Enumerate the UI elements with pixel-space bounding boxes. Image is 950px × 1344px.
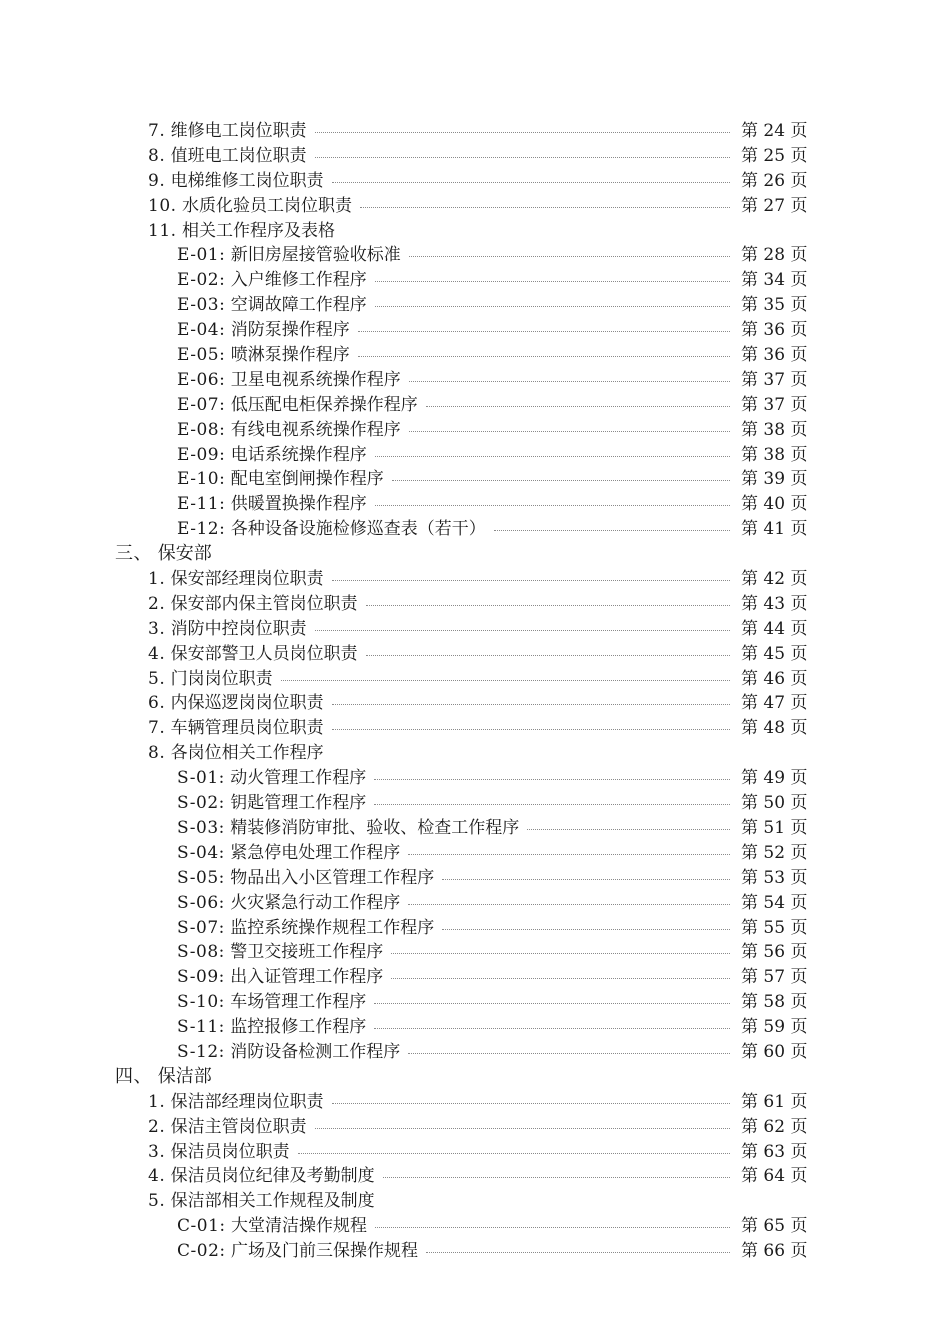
toc-entry-title: 消防中控岗位职责 — [170, 618, 307, 639]
toc-dot-leader — [374, 804, 730, 805]
toc-page-number: 第 64 页 — [741, 1166, 808, 1187]
toc-entry-label — [177, 1040, 406, 1065]
toc-dot-leader — [375, 1227, 730, 1228]
toc-entry-number: E-05: — [177, 345, 226, 366]
toc-entry-title: 配电室倒闸操作程序 — [230, 469, 384, 490]
toc-dot-leader — [332, 182, 730, 183]
toc-entry — [0, 617, 950, 642]
toc-entry-title: 喷淋泵操作程序 — [230, 345, 350, 366]
toc-entry-label — [148, 1115, 313, 1140]
toc-page-number: 第 24 页 — [741, 121, 808, 141]
toc-page-number: 第 48 页 — [741, 718, 808, 739]
toc-dot-leader — [375, 505, 730, 506]
toc-entry — [0, 343, 950, 368]
toc-entry — [0, 940, 950, 965]
toc-entry — [0, 990, 950, 1015]
toc-entry-title: 门岗岗位职责 — [170, 668, 273, 689]
toc-entry-label — [177, 243, 407, 268]
toc-page-number: 第 44 页 — [741, 618, 808, 639]
toc-entry-title: 消防泵操作程序 — [230, 320, 350, 341]
toc-entry-number: S-12: — [177, 1041, 225, 1062]
toc-page-number: 第 58 页 — [741, 992, 808, 1013]
toc-dot-leader — [408, 904, 730, 905]
toc-page-number: 第 37 页 — [741, 394, 808, 415]
toc-entry — [0, 816, 950, 841]
toc-dot-leader — [315, 132, 730, 133]
toc-entry — [0, 1140, 950, 1165]
toc-entry — [0, 791, 950, 816]
toc-entry-title: 入户维修工作程序 — [230, 270, 367, 291]
toc-entry-label — [177, 1239, 424, 1264]
toc-entry-label — [177, 1015, 372, 1040]
toc-dot-leader — [360, 207, 730, 208]
toc-entry-label — [148, 1164, 381, 1189]
toc-dot-leader — [374, 1003, 730, 1004]
toc-page-number: 第 56 页 — [741, 942, 808, 963]
toc-entry-label — [148, 169, 330, 194]
toc-entry — [0, 1189, 950, 1214]
toc-page-number: 第 63 页 — [741, 1141, 808, 1162]
toc-entry — [0, 418, 950, 443]
toc-entry-label — [177, 443, 373, 468]
toc-dot-leader — [383, 1177, 730, 1178]
toc-entry-number: 3. — [148, 618, 166, 639]
toc-dot-leader — [442, 879, 730, 880]
toc-entry — [0, 1115, 950, 1140]
toc-entry-title: 保洁主管岗位职责 — [170, 1116, 307, 1137]
toc-page-number: 第 57 页 — [741, 967, 808, 988]
toc-dot-leader — [527, 829, 730, 830]
toc-entry-label — [177, 866, 440, 891]
toc-entry — [0, 1015, 950, 1040]
toc-entry-label — [177, 841, 406, 866]
toc-entry-title: 出入证管理工作程序 — [230, 967, 384, 988]
toc-dot-leader — [375, 281, 730, 282]
toc-entry-title: 精装修消防审批、验收、检查工作程序 — [230, 817, 520, 838]
toc-entry-number: S-02: — [177, 793, 225, 814]
toc-entry — [0, 293, 950, 318]
toc-dot-leader — [409, 256, 730, 257]
toc-entry-label — [177, 368, 407, 393]
toc-entry-title: 紧急停电处理工作程序 — [230, 842, 401, 863]
toc-entry-label — [148, 194, 358, 219]
toc-entry — [0, 219, 950, 244]
toc-entry — [0, 1090, 950, 1115]
toc-page-number: 第 38 页 — [741, 444, 808, 465]
toc-entry — [0, 1040, 950, 1065]
toc-entry-label — [148, 691, 330, 716]
toc-dot-leader — [392, 480, 730, 481]
toc-entry — [0, 144, 950, 169]
toc-entry-label — [148, 144, 313, 169]
toc-entry — [0, 716, 950, 741]
toc-page-number: 第 60 页 — [741, 1041, 808, 1062]
toc-entry-label — [177, 318, 356, 343]
toc-entry-number: E-07: — [177, 394, 226, 415]
toc-entry-title: 维修电工岗位职责 — [170, 121, 307, 141]
toc-entry-number: E-12: — [177, 519, 226, 540]
toc-page-number: 第 45 页 — [741, 643, 808, 664]
toc-page-number: 第 66 页 — [741, 1241, 808, 1262]
toc-entry-number: 4. — [148, 1166, 166, 1187]
toc-entry-title: 新旧房屋接管验收标准 — [230, 245, 401, 266]
toc-page-number: 第 28 页 — [741, 245, 808, 266]
toc-entry-number: S-10: — [177, 992, 225, 1013]
toc-entry-number: C-01: — [177, 1216, 226, 1237]
toc-entry-label — [148, 716, 330, 741]
toc-entry-number: E-11: — [177, 494, 226, 515]
toc-entry-title: 电话系统操作程序 — [230, 444, 367, 465]
toc-entry-title: 各岗位相关工作程序 — [170, 743, 324, 764]
toc-page-number: 第 34 页 — [741, 270, 808, 291]
toc-dot-leader — [298, 1153, 730, 1154]
toc-entry-number: 1. — [148, 1091, 166, 1112]
toc-entry — [0, 194, 950, 219]
toc-entry-title: 低压配电柜保养操作程序 — [230, 394, 418, 415]
toc-page-number: 第 25 页 — [741, 145, 808, 166]
toc-entry-label — [148, 1140, 296, 1165]
toc-dot-leader — [409, 381, 730, 382]
toc-entry-label — [177, 990, 372, 1015]
toc-entry-number: 1. — [148, 569, 166, 590]
toc-entry-title: 火灾紧急行动工作程序 — [230, 892, 401, 913]
toc-entry-label — [177, 418, 407, 443]
toc-entry-title: 保洁员岗位职责 — [170, 1141, 290, 1162]
toc-entry-title: 保安部警卫人员岗位职责 — [170, 643, 358, 664]
toc-entry — [0, 443, 950, 468]
toc-entry-label — [148, 567, 330, 592]
toc-entry-title: 空调故障工作程序 — [230, 295, 367, 316]
toc-dot-leader — [315, 630, 730, 631]
toc-page-number: 第 47 页 — [741, 693, 808, 714]
toc-entry-label — [177, 293, 373, 318]
toc-entry-label — [148, 1189, 381, 1214]
toc-page-number: 第 40 页 — [741, 494, 808, 515]
toc-entry — [0, 268, 950, 293]
toc-entry-number: E-04: — [177, 320, 226, 341]
toc-entry-number: E-01: — [177, 245, 226, 266]
toc-entry — [0, 169, 950, 194]
toc-entry-title: 保安部内保主管岗位职责 — [170, 593, 358, 614]
toc-entry-label — [148, 741, 330, 766]
toc-dot-leader — [366, 605, 730, 606]
toc-entry — [0, 691, 950, 716]
toc-dot-leader — [391, 953, 730, 954]
toc-section-heading — [0, 542, 950, 567]
toc-entry-title: 有线电视系统操作程序 — [230, 419, 401, 440]
toc-entry-number: S-03: — [177, 817, 225, 838]
toc-dot-leader — [442, 929, 730, 930]
toc-entry-title: 保洁部经理岗位职责 — [170, 1091, 324, 1112]
toc-dot-leader — [366, 655, 730, 656]
toc-page-number: 第 26 页 — [741, 170, 808, 191]
toc-entry-title: 保安部经理岗位职责 — [170, 569, 324, 590]
toc-entry-label — [177, 393, 424, 418]
toc-page-number: 第 51 页 — [741, 817, 808, 838]
toc-entry — [0, 642, 950, 667]
toc-entry-number: 2. — [148, 593, 166, 614]
toc-entry-label — [148, 1090, 330, 1115]
toc-entry-label — [177, 1214, 373, 1239]
toc-entry — [0, 1214, 950, 1239]
toc-page-number: 第 36 页 — [741, 345, 808, 366]
toc-entry — [0, 741, 950, 766]
toc-dot-leader — [374, 1028, 730, 1029]
toc-entry-number: S-05: — [177, 867, 225, 888]
toc-entry-number: C-02: — [177, 1241, 226, 1262]
toc-dot-leader — [426, 1252, 730, 1253]
toc-entry-title: 水质化验员工岗位职责 — [181, 195, 352, 216]
toc-entry — [0, 866, 950, 891]
toc-entry — [0, 592, 950, 617]
toc-entry — [0, 1164, 950, 1189]
toc-dot-leader — [408, 1053, 730, 1054]
toc-page-number: 第 61 页 — [741, 1091, 808, 1112]
toc-entry-number: 2. — [148, 1116, 166, 1137]
toc-entry-label — [115, 542, 218, 567]
toc-entry-title: 警卫交接班工作程序 — [230, 942, 384, 963]
toc-entry-number: 5. — [148, 1191, 166, 1212]
toc-entry-label — [148, 219, 341, 244]
toc-entry-label — [177, 940, 389, 965]
toc-entry — [0, 916, 950, 941]
table-of-contents — [0, 119, 950, 1264]
toc-entry-title: 保安部 — [157, 543, 212, 565]
toc-entry-number: E-09: — [177, 444, 226, 465]
toc-entry — [0, 766, 950, 791]
toc-entry-number: 3. — [148, 1141, 166, 1162]
toc-entry-label — [177, 517, 492, 542]
toc-entry-title: 物品出入小区管理工作程序 — [230, 867, 435, 888]
toc-entry — [0, 368, 950, 393]
toc-entry — [0, 393, 950, 418]
toc-page-number: 第 36 页 — [741, 320, 808, 341]
toc-entry-title: 供暖置换操作程序 — [230, 494, 367, 515]
toc-entry-label — [148, 667, 279, 692]
toc-entry-label — [177, 891, 406, 916]
toc-entry-label — [177, 916, 440, 941]
toc-entry-label — [148, 592, 364, 617]
toc-entry-label — [177, 965, 389, 990]
toc-entry-number: 7. — [148, 121, 166, 141]
toc-entry-title: 电梯维修工岗位职责 — [170, 170, 324, 191]
toc-entry-label — [148, 119, 313, 144]
toc-entry-title: 保洁员岗位纪律及考勤制度 — [170, 1166, 375, 1187]
toc-entry — [0, 243, 950, 268]
toc-entry-number: 8. — [148, 145, 166, 166]
toc-entry-title: 保洁部相关工作规程及制度 — [170, 1191, 375, 1212]
toc-entry-number: E-06: — [177, 369, 226, 390]
toc-entry-number: S-08: — [177, 942, 225, 963]
toc-entry-number: 11. — [148, 220, 177, 241]
toc-dot-leader — [332, 580, 730, 581]
toc-entry-number: 7. — [148, 718, 166, 739]
toc-entry-label — [148, 617, 313, 642]
toc-entry-title: 监控报修工作程序 — [230, 1017, 367, 1038]
toc-page-number: 第 50 页 — [741, 793, 808, 814]
toc-page-number: 第 27 页 — [741, 195, 808, 216]
toc-dot-leader — [374, 779, 730, 780]
toc-page-number: 第 42 页 — [741, 569, 808, 590]
toc-entry-title: 广场及门前三保操作规程 — [231, 1241, 419, 1262]
toc-dot-leader — [375, 456, 730, 457]
toc-dot-leader — [332, 1103, 730, 1104]
toc-dot-leader — [332, 729, 730, 730]
toc-dot-leader — [315, 1128, 730, 1129]
toc-entry-number: S-07: — [177, 917, 225, 938]
toc-entry-title: 卫星电视系统操作程序 — [230, 369, 401, 390]
toc-entry-number: 4. — [148, 643, 166, 664]
toc-entry — [0, 1239, 950, 1264]
toc-page-number: 第 37 页 — [741, 369, 808, 390]
toc-entry-number: 四、 — [115, 1065, 152, 1087]
toc-dot-leader — [409, 431, 730, 432]
toc-page-number: 第 49 页 — [741, 768, 808, 789]
toc-dot-leader — [315, 157, 730, 158]
toc-entry — [0, 891, 950, 916]
toc-entry-title: 车辆管理员岗位职责 — [170, 718, 324, 739]
toc-entry-number: E-02: — [177, 270, 226, 291]
toc-entry-title: 各种设备设施检修巡查表（若干） — [230, 519, 486, 540]
toc-section-heading — [0, 1065, 950, 1090]
toc-entry-title: 大堂清洁操作规程 — [231, 1216, 368, 1237]
toc-entry-title: 车场管理工作程序 — [230, 992, 367, 1013]
toc-entry-label — [177, 791, 372, 816]
toc-page-number: 第 43 页 — [741, 593, 808, 614]
toc-entry-number: 5. — [148, 668, 166, 689]
toc-entry-number: S-06: — [177, 892, 225, 913]
toc-entry-label — [177, 343, 356, 368]
toc-entry-title: 相关工作程序及表格 — [181, 220, 335, 241]
toc-entry-title: 监控系统操作规程工作程序 — [230, 917, 435, 938]
toc-page-number: 第 38 页 — [741, 419, 808, 440]
toc-entry-number: 10. — [148, 195, 177, 216]
toc-entry-label — [115, 1065, 218, 1090]
toc-page-number: 第 46 页 — [741, 668, 808, 689]
toc-entry-number: S-04: — [177, 842, 225, 863]
toc-entry-number: E-03: — [177, 295, 226, 316]
toc-page-number: 第 54 页 — [741, 892, 808, 913]
toc-entry-number: 8. — [148, 743, 166, 764]
toc-page-number: 第 52 页 — [741, 842, 808, 863]
toc-dot-leader — [494, 530, 730, 531]
toc-entry-number: 三、 — [115, 543, 152, 565]
toc-entry — [0, 517, 950, 542]
toc-entry-label — [177, 816, 525, 841]
toc-entry-number: 6. — [148, 693, 166, 714]
toc-entry-number: 9. — [148, 170, 166, 191]
toc-entry-label — [177, 467, 390, 492]
toc-entry-title: 保洁部 — [157, 1065, 212, 1087]
toc-entry — [0, 667, 950, 692]
toc-page-number: 第 65 页 — [741, 1216, 808, 1237]
toc-page-number: 第 41 页 — [741, 519, 808, 540]
toc-entry-label — [177, 492, 373, 517]
toc-page-number: 第 55 页 — [741, 917, 808, 938]
toc-entry-label — [148, 642, 364, 667]
toc-entry-number: S-09: — [177, 967, 225, 988]
toc-entry-title: 内保巡逻岗岗位职责 — [170, 693, 324, 714]
toc-page-number: 第 62 页 — [741, 1116, 808, 1137]
toc-entry-number: E-10: — [177, 469, 226, 490]
toc-page-number: 第 53 页 — [741, 867, 808, 888]
toc-dot-leader — [375, 306, 730, 307]
toc-dot-leader — [332, 704, 730, 705]
toc-entry-label — [177, 766, 372, 791]
toc-entry — [0, 841, 950, 866]
toc-entry-number: S-01: — [177, 768, 225, 789]
toc-dot-leader — [281, 680, 730, 681]
toc-entry — [0, 467, 950, 492]
toc-dot-leader — [391, 978, 730, 979]
toc-entry — [0, 119, 950, 144]
toc-page-number: 第 39 页 — [741, 469, 808, 490]
toc-entry — [0, 492, 950, 517]
toc-page-number: 第 59 页 — [741, 1017, 808, 1038]
toc-entry-title: 消防设备检测工作程序 — [230, 1041, 401, 1062]
toc-entry-label — [177, 268, 373, 293]
toc-entry-number: E-08: — [177, 419, 226, 440]
toc-entry — [0, 318, 950, 343]
toc-entry-title: 值班电工岗位职责 — [170, 145, 307, 166]
toc-entry-number: S-11: — [177, 1017, 225, 1038]
toc-page-number: 第 35 页 — [741, 295, 808, 316]
toc-dot-leader — [426, 406, 730, 407]
toc-entry — [0, 965, 950, 990]
toc-entry-title: 钥匙管理工作程序 — [230, 793, 367, 814]
toc-dot-leader — [408, 854, 730, 855]
toc-entry — [0, 567, 950, 592]
toc-dot-leader — [358, 331, 730, 332]
toc-entry-title: 动火管理工作程序 — [230, 768, 367, 789]
toc-dot-leader — [358, 356, 730, 357]
